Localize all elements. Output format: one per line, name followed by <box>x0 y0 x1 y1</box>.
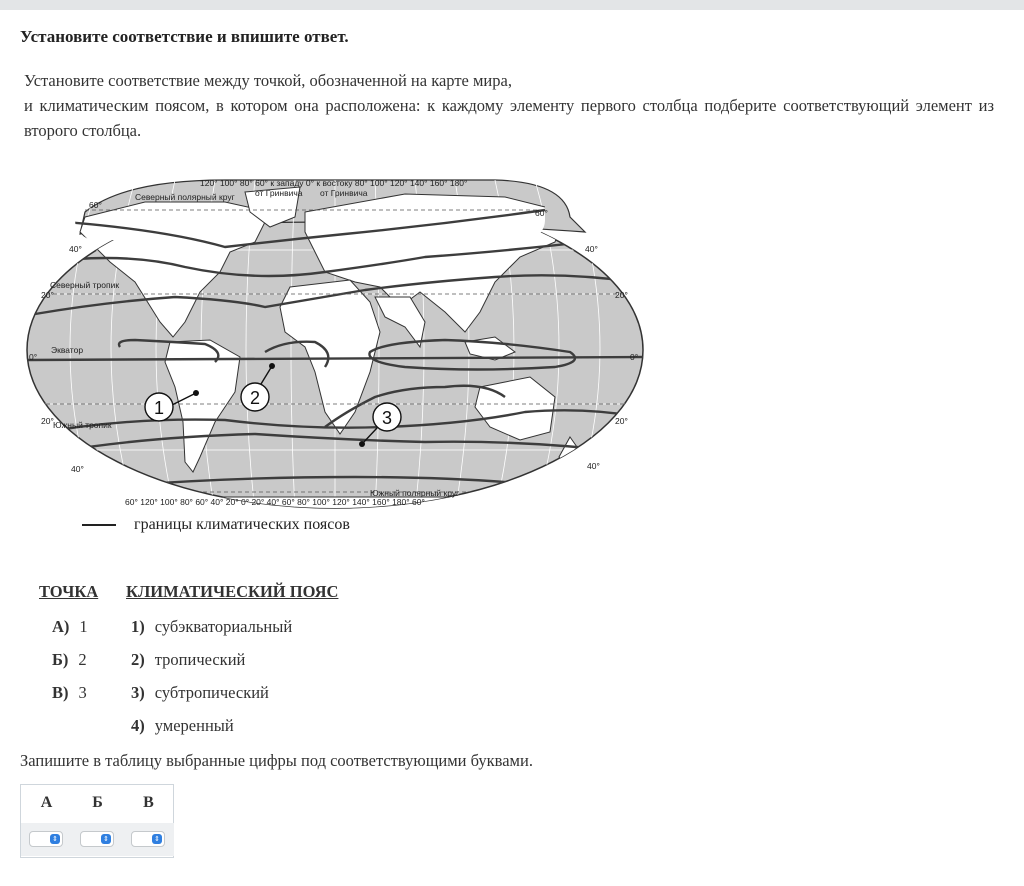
right-option-3-num: 3) <box>131 683 145 702</box>
left-item-a-letter: А) <box>52 617 70 636</box>
lat-0-right-label: 0° <box>630 352 639 362</box>
legend-text: границы климатических поясов <box>134 516 350 533</box>
map-legend <box>82 516 350 534</box>
lat-40s-label: 40° <box>71 464 84 474</box>
right-option-3-text: субтропический <box>154 683 269 702</box>
right-option-2-num: 2) <box>131 650 145 669</box>
left-item-b-value: 2 <box>78 650 87 669</box>
answer-table <box>20 784 174 858</box>
select-arrows-icon: ⇕ <box>50 834 60 844</box>
left-item-a <box>52 617 88 637</box>
lat-40s-right-label: 40° <box>587 461 600 471</box>
column-header-climate: КЛИМАТИЧЕСКИЙ ПОЯС <box>126 582 339 601</box>
bottom-scale-label: 60° 120° 100° 80° 60° 40° 20° 0° 20° 40° 60° 80° 100° 120° 140° 160° 180° 60° <box>125 497 425 507</box>
select-arrows-icon: ⇕ <box>152 834 162 844</box>
answer-select-c[interactable] <box>131 831 165 847</box>
answer-cell-a <box>21 823 72 856</box>
answer-header-a: А <box>40 794 53 811</box>
lat-20s-label: 20° <box>41 416 54 426</box>
question-text <box>24 68 994 143</box>
point-1-label: 1 <box>153 398 165 418</box>
right-option-2-text: тропический <box>154 650 246 669</box>
left-item-c <box>52 683 87 703</box>
lat-20-label: 20° <box>41 290 54 300</box>
arctic-circle-label: Северный полярный круг <box>135 192 235 202</box>
answer-header-b: Б <box>92 794 103 811</box>
lat-40-right-label: 40° <box>585 244 598 254</box>
right-option-1 <box>131 617 292 637</box>
from-greenwich-left-label: от Гринвича <box>255 188 303 198</box>
legend-line-swatch <box>82 524 116 526</box>
world-climate-map <box>25 172 645 512</box>
answer-select-b[interactable] <box>80 831 114 847</box>
right-option-4 <box>131 716 234 736</box>
select-arrows-icon: ⇕ <box>101 834 111 844</box>
tropic-south-label: Южный тропик <box>53 420 112 430</box>
answer-header-c: В <box>143 794 154 811</box>
top-scale-label: 120° 100° 80° 60° к западу 0° к востоку 80° 100° 120° 140° 160° 180° <box>200 178 468 188</box>
lat-20-right-label: 20° <box>615 290 628 300</box>
question-line-1: Установите соответствие между точкой, обозначенной на карте мира, <box>24 71 512 90</box>
column-header-point: ТОЧКА <box>39 582 99 601</box>
lat-0-label: 0° <box>29 352 38 362</box>
task-title: Установите соответствие и впишите ответ. <box>20 27 349 46</box>
answer-select-a[interactable] <box>29 831 63 847</box>
answer-cell-b <box>72 823 123 856</box>
right-option-1-num: 1) <box>131 617 145 636</box>
right-option-1-text: субэкваториальный <box>154 617 293 636</box>
left-item-c-letter: В) <box>52 683 69 702</box>
equator-label: Экватор <box>51 345 84 355</box>
top-bar <box>0 0 1024 10</box>
left-item-b <box>52 650 87 670</box>
right-option-4-num: 4) <box>131 716 145 735</box>
answer-cell-c <box>123 823 174 856</box>
left-item-a-value: 1 <box>79 617 88 636</box>
question-line-2: и климатическим поясом, в котором она расположена: к каждому элементу первого столбца подберите соответствующий элемент из второго столбца. <box>24 96 994 140</box>
lat-60-label: 60° <box>89 200 102 210</box>
lat-20s-right-label: 20° <box>615 416 628 426</box>
answer-instruction: Запишите в таблицу выбранные цифры под соответствующими буквами. <box>20 751 533 770</box>
point-3-label: 3 <box>381 408 393 428</box>
right-option-3 <box>131 683 269 703</box>
from-greenwich-right-label: от Гринвича <box>320 188 368 198</box>
point-2-label: 2 <box>249 388 261 408</box>
left-item-b-letter: Б) <box>52 650 69 669</box>
lat-40-label: 40° <box>69 244 82 254</box>
right-option-4-text: умеренный <box>154 716 234 735</box>
right-option-2 <box>131 650 245 670</box>
tropic-north-label: Северный тропик <box>50 280 120 290</box>
antarctic-circle-label: Южный полярный круг <box>370 488 460 498</box>
left-item-c-value: 3 <box>78 683 87 702</box>
lat-60-right-label: 60° <box>535 208 548 218</box>
